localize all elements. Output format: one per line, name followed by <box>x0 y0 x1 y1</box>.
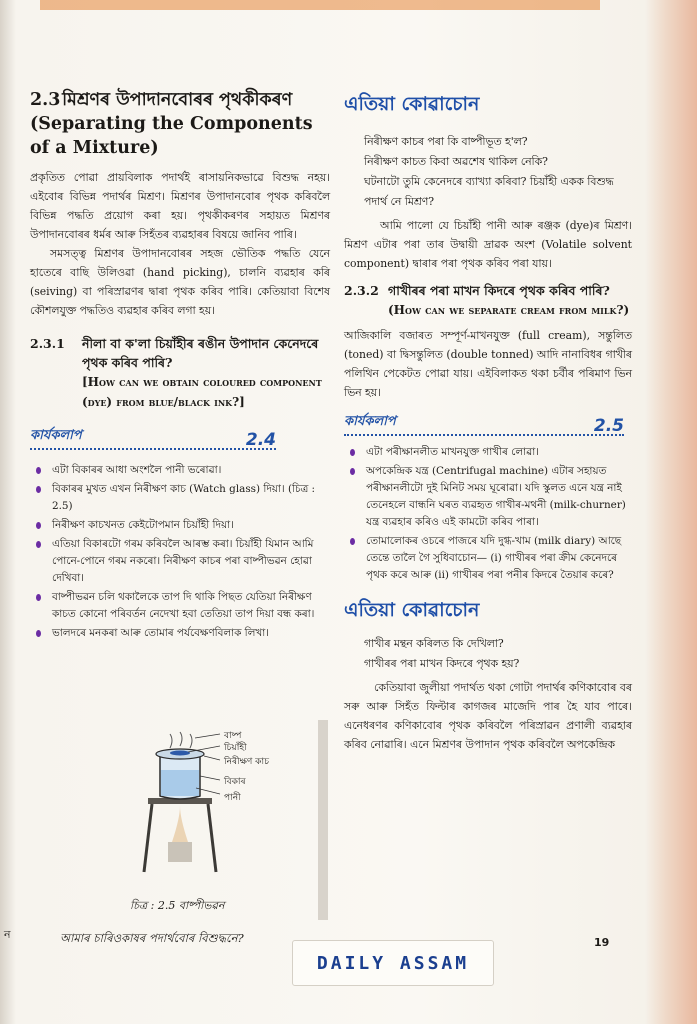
list-item: নিৰীক্ষণ কাচত কিবা অৱশেষ থাকিল নেকি? <box>364 155 548 168</box>
subsection-heading <box>30 334 330 412</box>
intro-paragraph: প্ৰকৃতিত পোৱা প্ৰায়বিলাক পদাৰ্থই ৰাসায়নিকভাৱে বিশুদ্ধ নহয়। এইবোৰ বিভিন্ন পদাৰ্থৰ মিশ্ৰণ। মিশ্ৰণৰ উপাদানবোৰ পৃথক কৰিবলৈ বিভিন্ন পদ্ধতি প্ৰয়োগ কৰা হয়। পৃথকীকৰণৰ সহায়ত মিশ্ৰণৰ উপাদানবোৰৰ ধৰ্মৰ আৰু সিহঁতৰ ব্যৱহাৰৰ বিষয়ে জানিব পাৰি। <box>30 171 330 241</box>
figure-label: চিয়াঁহী <box>224 743 247 753</box>
etiya-heading-2: এতিয়া কোৱাচোন <box>344 599 480 621</box>
list-item: তোমালোকৰ ওচৰে পাজৰে যদি দুগ্ধ-খাম (milk diary) আছে তেন্তে তালৈ গৈ সুধিবাচোন— (i) গাখীৰৰ পৰা ক্ৰীম কেনেদৰে পৃথক কৰে আৰু (ii) গাখীৰৰ পৰা পনীৰ কিদৰে তৈয়াৰ কৰে? <box>344 533 632 584</box>
list-item: বাষ্পীভৱন চলি থকালৈকে তাপ দি থাকি পিছত যেতিয়া নিৰীক্ষণ কাচত কোনো পৰিবৰ্তন নেদেখা হবা তেতিয়া তাপ দিয়া বন্ধ কৰা। <box>30 589 330 623</box>
body-paragraph: কেতিয়াবা জুলীয়া পদাৰ্থত থকা গোটা পদাৰ্থৰ কণিকাবোৰ বৰ সৰু আৰু সিহঁত ফিল্টাৰ কাগজৰ মাজেদি পাৰ হৈ যাব পাৰে। এনেধৰণৰ কণিকাবোৰ পৃথক কৰিবলৈ পৰিস্ৰাৱন প্ৰণালী ব্যৱহাৰ কৰিব নোৱাৰি। এনে মিশ্ৰণৰ উপাদান পৃথক কৰিবলৈ অপকেন্দ্ৰিক <box>344 681 632 751</box>
subsection-title: গাখীৰৰ পৰা মাখন কিদৰে পৃথক কৰিব পাৰি? <box>388 283 610 298</box>
subsection-heading <box>344 281 632 320</box>
left-column <box>30 88 330 644</box>
activity-label: কাৰ্যকলাপ <box>344 414 396 429</box>
subsection-title-en: [How can we obtain coloured component (dye) from blue/black ink?] <box>82 375 322 409</box>
section-title: মিশ্ৰণৰ উপাদানবোৰৰ পৃথকীকৰণ (Separating the Components of a Mixture) <box>30 90 313 158</box>
activity-steps <box>344 444 632 584</box>
list-item: ঘটনাটো তুমি কেনেদৰে ব্যাখ্যা কৰিবা? চিয়াঁহী একক বিশুদ্ধ পদাৰ্থ নে মিশ্ৰণ? <box>364 175 614 208</box>
activity-header <box>344 412 624 436</box>
list-item: গাখীৰৰ পৰা মাখন কিদৰে পৃথক হয়? <box>364 657 520 670</box>
activity-number: 2.4 <box>245 430 276 450</box>
activity-steps <box>30 462 330 642</box>
scan-shadow <box>318 720 328 920</box>
figure-label: বাষ্প <box>224 731 242 741</box>
section-number: 2.3 <box>30 90 61 110</box>
activity-number: 2.5 <box>593 416 624 436</box>
evaporation-figure <box>140 730 300 880</box>
list-item: বিকাৰৰ মুখত এখন নিৰীক্ষণ কাচ (Watch glass) দিয়া। (চিত্ৰ : 2.5) <box>30 481 330 515</box>
figure-label: পানী <box>224 793 241 803</box>
body-paragraph: আজিকালি বজাৰত সম্পূৰ্ণ-মাখনযুক্ত (full cream), সন্তুলিত (toned) বা দ্বিসন্তুলিত (double tonned) আদি নানাবিধৰ গাখীৰ পলিথিন পেকেটত পোৱা যায়। এইবিলাকত থকা চৰ্বীৰ পৰিমাণ ভিন ভিন হয়। <box>344 329 632 399</box>
list-item: এটা পৰীক্ষানলীত মাখনযুক্ত গাখীৰ লোৱা। <box>344 444 632 461</box>
list-item: এটা বিকাৰৰ আধা অংশলৈ পানী ভৰোৱা। <box>30 462 330 479</box>
list-item: ভালদৰে মনকৰা আৰু তোমাৰ পৰ্যবেক্ষণবিলাক লিখা। <box>30 625 330 642</box>
page-number: 19 <box>594 936 610 949</box>
intro-paragraph-2: সমসত্ত্ব মিশ্ৰণৰ উপাদানবোৰৰ সহজ ভৌতিক পদ্ধতি যেনে হাতেৰে বাছি উলিওৱা (hand picking), চালনি ব্যৱহাৰ কৰি (seiving) বা পৰিস্ৰাৱণৰ দ্বাৰা পৃথক কৰিব পাৰি। কেতিয়াবা বিশেষ কৌশলযুক্ত পদ্ধতিও ব্যৱহাৰ কৰিব লগা হয়। <box>30 247 330 317</box>
body-paragraph: আমি পালো যে চিয়াঁহী পানী আৰু ৰঞ্জক (dye)ৰ মিশ্ৰণ। মিশ্ৰণ এটাৰ পৰা তাৰ উদ্বায়ী দ্ৰাৱক অংশ (Volatile solvent component) দ্বাৰাৰ পৰা পৃথক কৰিব পৰা যায়। <box>344 219 632 270</box>
question-list-2 <box>344 634 632 674</box>
figure-caption: চিত্ৰ : 2.5 বাষ্পীভৱন <box>130 899 225 912</box>
figure-label: বিকাৰ <box>224 777 246 787</box>
activity-label: কাৰ্যকলাপ <box>30 428 82 443</box>
question-list <box>344 132 632 212</box>
list-item: নিৰীক্ষণ কাচৰ পৰা কি বাষ্পীভূত হ'ল? <box>364 135 528 148</box>
right-column <box>344 90 632 754</box>
list-item: এতিয়া বিকাৰটো গৰম কৰিবলৈ আৰম্ভ কৰা। চিয়াঁহী যিমান আমি পোনে-পোনে গৰম নকৰো। নিৰীক্ষণ কাচৰ পৰা বাষ্পীভৱন হোৱা দেখিবা। <box>30 536 330 587</box>
etiya-heading: এতিয়া কোৱাচোন <box>344 93 480 115</box>
list-item: নিৰীক্ষণ কাচখনত কেইটোপমান চিয়াঁহী দিয়া। <box>30 517 330 534</box>
margin-mark: ন <box>4 928 11 941</box>
section-heading <box>30 88 330 160</box>
figure-label: নিৰীক্ষণ কাচ <box>224 757 269 767</box>
page-top-edge <box>40 0 600 10</box>
page-footer: আমাৰ চাৰিওকাষৰ পদাৰ্থবোৰ বিশুদ্ধনে? <box>60 931 244 945</box>
subsection-number: 2.3.2 <box>344 283 379 298</box>
list-item: অপকেন্দ্ৰিক যন্ত্ৰ (Centrifugal machine) এটাৰ সহায়ত পৰীক্ষানলীটো দুই মিনিট সময় ঘূৰোৱা। যদি স্কুলত এনে যন্ত্ৰ নাই তেনেহলে বান্ধনি ঘৰত ব্যৱহৃত গাখীৰ-মথনী (milk-churner) যন্ত্ৰ ব্যৱহাৰ কৰিও এই কামটো কৰিব পাৰা। <box>344 463 632 531</box>
beaker-diagram <box>140 730 300 880</box>
subsection-number: 2.3.1 <box>30 336 65 351</box>
watermark-stamp: DAILY ASSAM <box>292 940 494 986</box>
page-right-edge <box>645 0 697 1024</box>
subsection-title: নীলা বা ক'লা চিয়াঁহীৰ ৰঙীন উপাদান কেনেদৰে পৃথক কৰিব পাৰি? <box>82 336 319 370</box>
list-item: গাখীৰ মন্থন কৰিলত কি দেখিলা? <box>364 637 504 650</box>
activity-header <box>30 426 276 450</box>
subsection-title-en: (How can we separate cream from milk?) <box>388 303 630 317</box>
